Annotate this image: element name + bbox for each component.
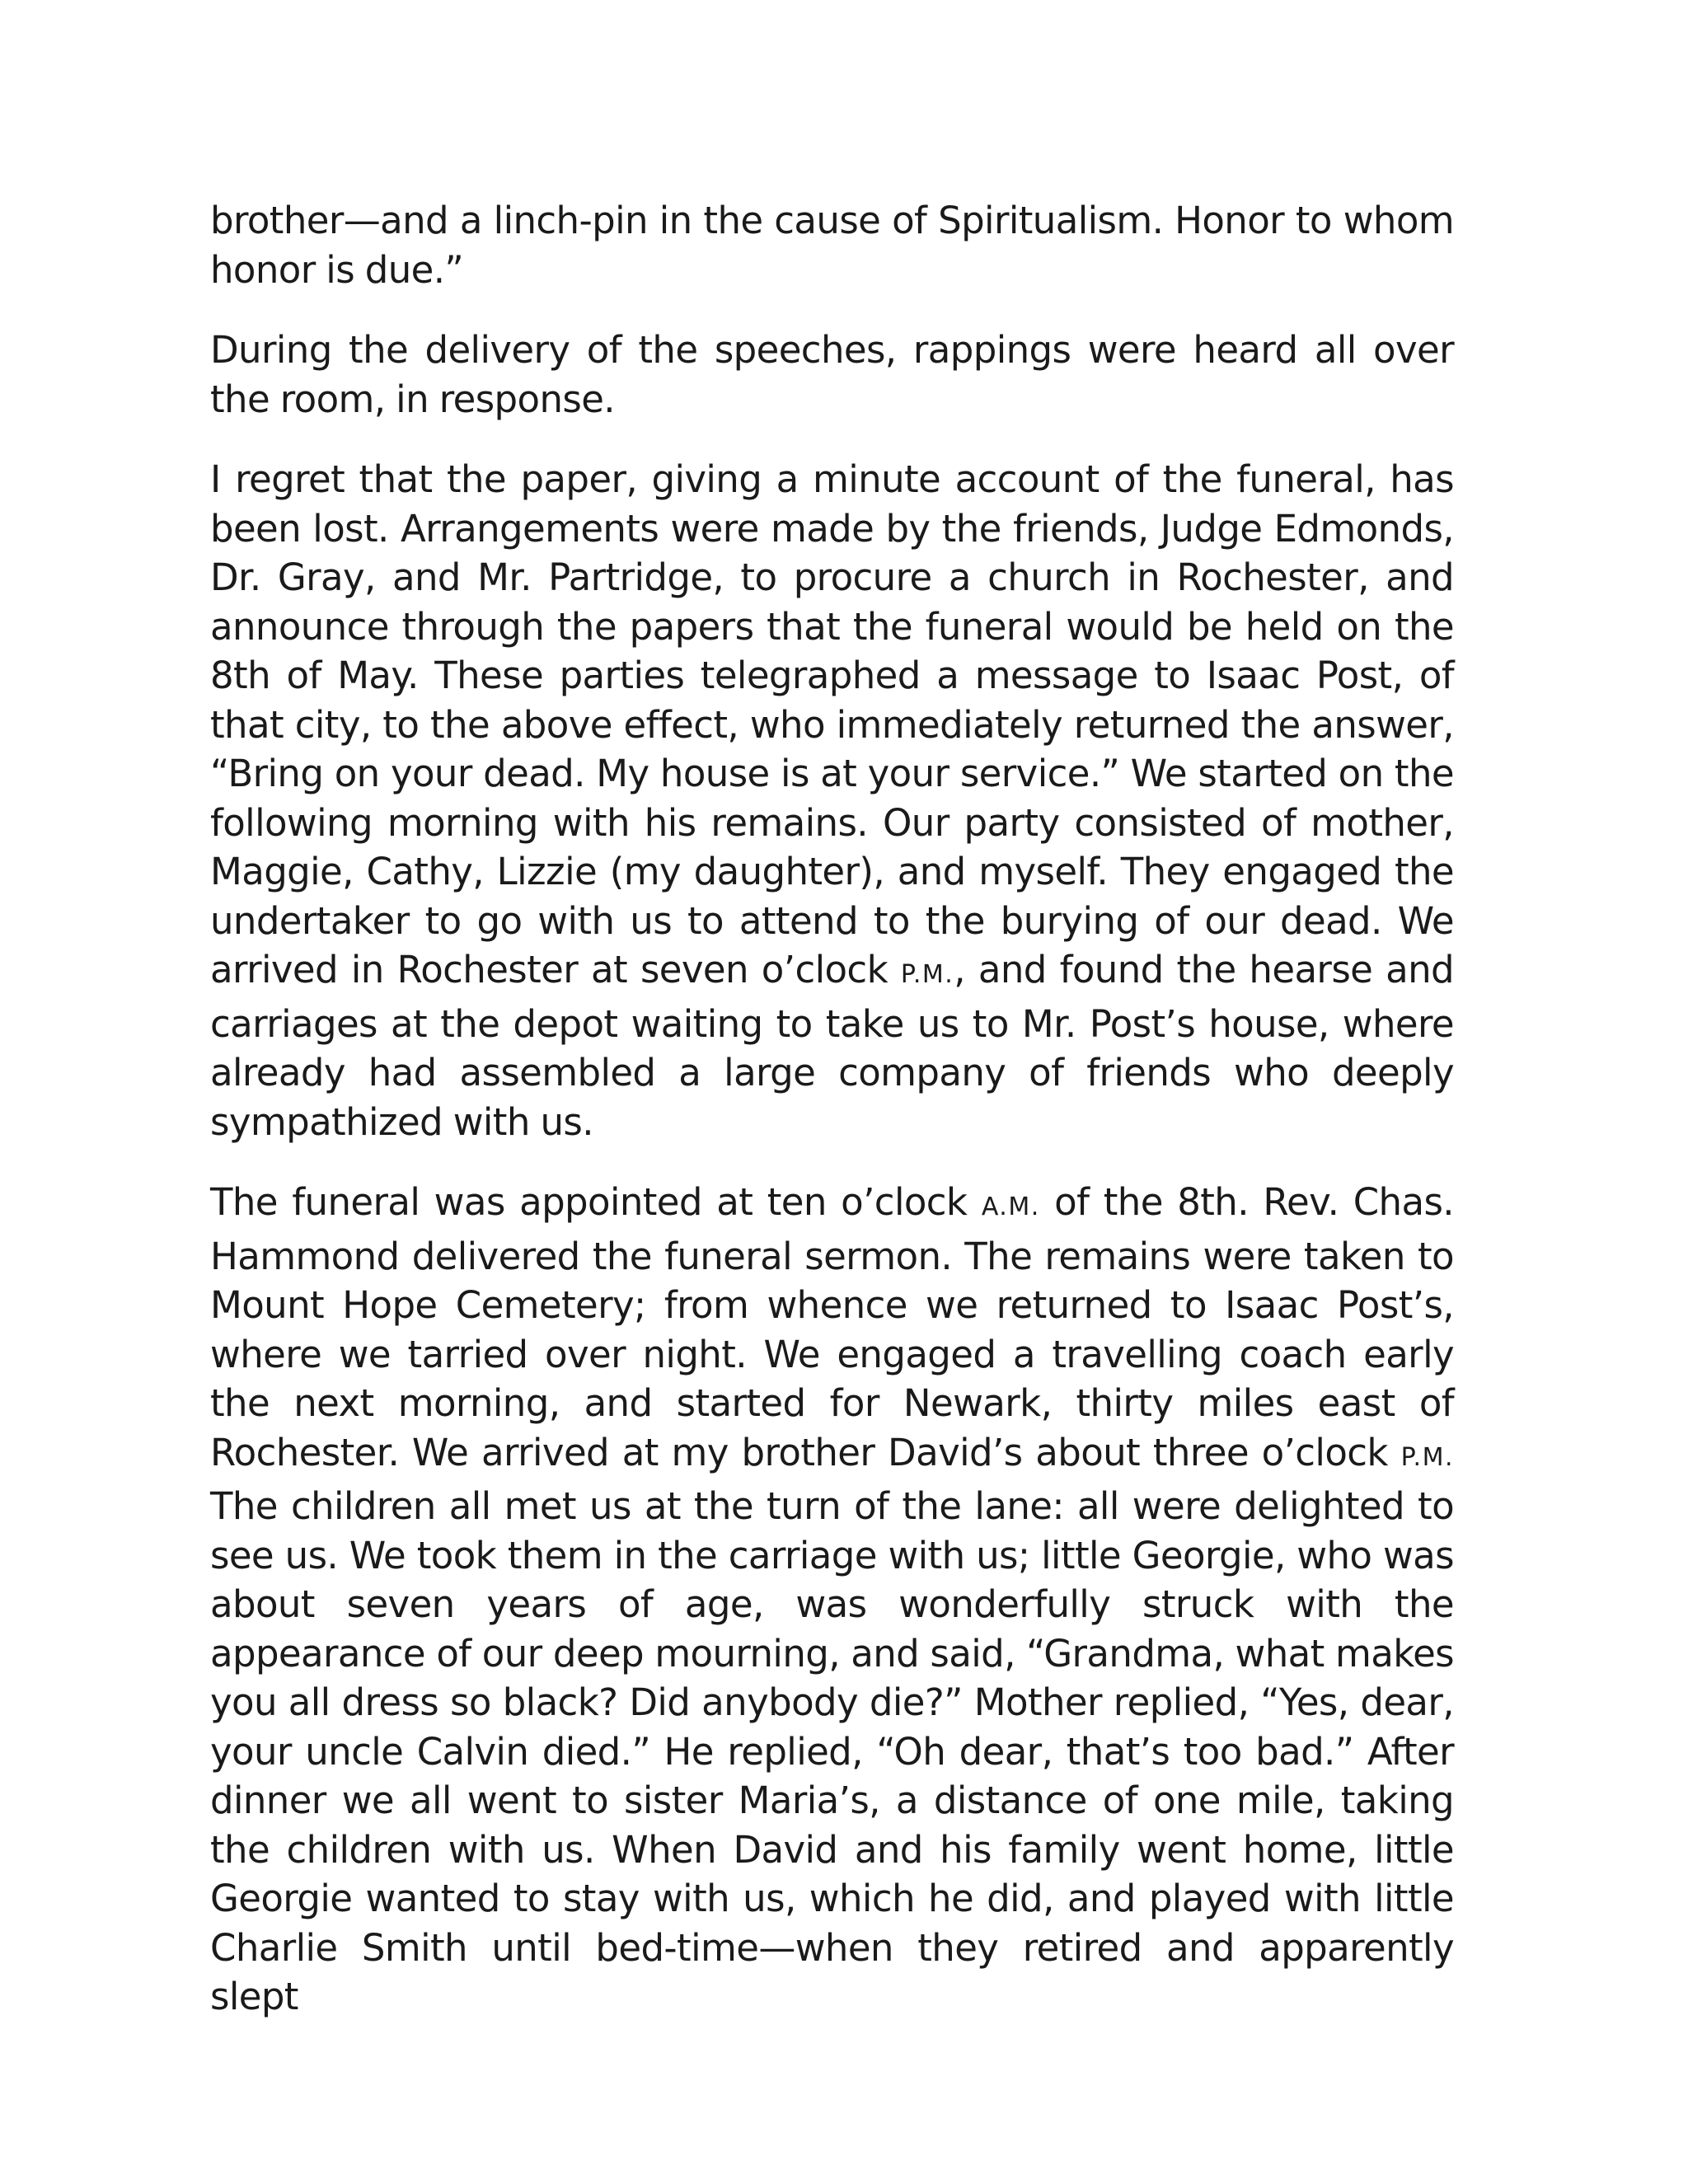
paragraph [210,1178,1454,2022]
text-segment: brother—and a linch-pin in the cause of Spiritualism. Honor to whom honor is due.” [210,199,1454,292]
text-segment: , and found the hearse and carriages at the depot waiting to take us to Mr. Post’s house, where already had assembled a large company of friends who deeply sympathized with us. [210,948,1454,1144]
smallcaps-time: A.M. [981,1193,1040,1221]
smallcaps-time: P.M. [900,960,954,989]
text-segment: The children all met us at the turn of the lane: all were delighted to see us. We took them in the carriage with us; little Georgie, who was about seven years of age, was wonderfully struck with the appearance of our deep mourning, and said, “Grandma, what makes you all dress so black? Did anybody die?” Mother replied, “Yes, dear, your uncle Calvin died.” He replied, “Oh dear, that’s too bad.” After dinner we all went to sister Maria’s, a distance of one mile, taking the children with us. When David and his family went home, little Georgie wanted to stay with us, which he did, and played with little Charlie Smith until bed-time—when they retired and apparently slept [210,1484,1454,2018]
smallcaps-time: P.M. [1400,1442,1454,1472]
body-text [210,196,1454,2022]
paragraph [210,326,1454,424]
text-segment: During the delivery of the speeches, rappings were heard all over the room, in response. [210,328,1454,421]
paragraph [210,455,1454,1146]
text-segment: of the 8th. Rev. Chas. Hammond delivered the funeral sermon. The remains were taken to Mount Hope Cemetery; from whence we returned to Isaac Post’s, where we tarried over night. We engaged a travelling coach early the next morning, and started for Newark, thirty miles east of Rochester. We arrived at my brother David’s about three o’clock [210,1180,1454,1474]
paragraph [210,196,1454,294]
text-segment: The funeral was appointed at ten o’clock [210,1180,982,1224]
text-segment: I regret that the paper, giving a minute account of the funeral, has been lost. Arrangements were made by the friends, Judge Edmonds, Dr. Gray, and Mr. Partridge, to procure a church in Rochester, and announce through the papers that the funeral would be held on the 8th of May. These parties telegraphed a message to Isaac Post, of that city, to the above effect, who immediately returned the answer, “Bring on your dead. My house is at your service.” We started on the following morning with his remains. Our party consisted of mother, Maggie, Cathy, Lizzie (my daughter), and myself. They engaged the undertaker to go with us to attend to the burying of our dead. We arrived in Rochester at seven o’clock [210,457,1454,991]
